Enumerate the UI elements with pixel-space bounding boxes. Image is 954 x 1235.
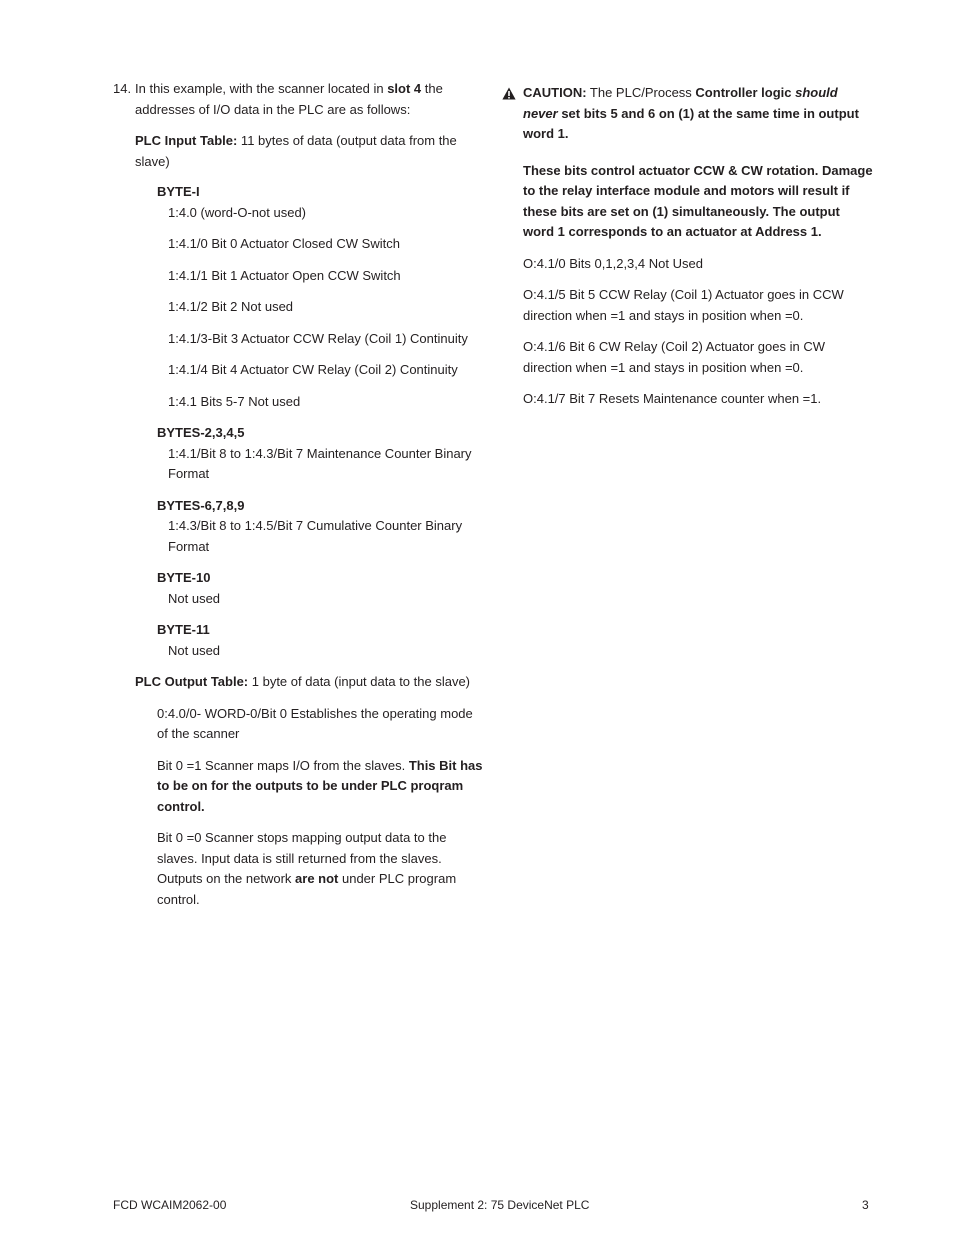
bytes-2-5-heading: BYTES-2,3,4,5 — [157, 425, 245, 440]
output-entry-text: Bit 0 =0 Scanner stops mapping output data to the slaves. Input data is still returned from the slaves. Outputs on the network — [157, 830, 447, 886]
list-item-number: 14. — [113, 81, 132, 96]
output-entry-emphasis: This Bit has to be on for the outputs to be under PLC proqram control. — [157, 757, 483, 814]
output-word-entry: O:4.1/0 Bits 0,1,2,3,4 Not Used — [523, 255, 703, 271]
right-column — [502, 79, 874, 410]
caution-emphasis: should never — [523, 85, 838, 121]
output-word-entry: O:4.1/6 Bit 6 CW Relay (Coil 2) Actuator goes in CW direction when =1 and stays in position when =0. — [523, 339, 825, 375]
plc-output-table-label: PLC Output Table: — [135, 674, 249, 689]
bytes-6-9-heading: BYTES-6,7,8,9 — [157, 497, 245, 513]
output-entry-word0: 0:4.0/0- WORD-0/Bit 0 Establishes the operating mode of the scanner — [157, 705, 473, 741]
plc-output-table — [113, 672, 485, 693]
output-entry-text: Bit 0 =1 Scanner maps I/O from the slaves. — [157, 757, 409, 773]
plc-input-table-label: PLC Input Table: — [135, 133, 238, 148]
byte-1-entry: 1:4.1/1 Bit 1 Actuator Open CCW Switch — [168, 267, 401, 283]
caution-text: The PLC/Process — [586, 85, 696, 100]
output-entry-bit0-on — [113, 756, 485, 818]
byte-10-heading: BYTE-10 — [157, 570, 211, 585]
item14-text-cont: the addresses of I/O data in the PLC are as follows: — [135, 81, 443, 117]
output-entry-text-cont: under PLC program control. — [157, 871, 457, 907]
byte-1-entry: 1:4.0 (word-O-not used) — [168, 204, 307, 220]
bytes-2-5-entry: 1:4.1/Bit 8 to 1:4.3/Bit 7 Maintenance Counter Binary Format — [168, 445, 472, 481]
byte-11-entry: Not used — [168, 642, 221, 658]
list-item-14 — [113, 79, 485, 120]
byte-10-entry: Not used — [168, 590, 221, 606]
byte-1-entry: 1:4.1/3-Bit 3 Actuator CCW Relay (Coil 1) Continuity — [168, 330, 468, 346]
caution-bold-cont: set bits 5 and 6 on (1) at the same time in output word 1. — [523, 105, 859, 141]
page-number: 3 — [862, 1198, 869, 1212]
plc-input-table — [113, 131, 485, 172]
slot-emphasis: slot 4 — [387, 81, 422, 96]
bytes-6-9-entry: 1:4.3/Bit 8 to 1:4.5/Bit 7 Cumulative Counter Binary Format — [168, 518, 463, 554]
warning-triangle-icon — [502, 87, 516, 100]
byte-1-heading: BYTE-I — [157, 184, 200, 199]
output-entry-emphasis: are not — [295, 871, 339, 886]
footer-title: Supplement 2: 75 DeviceNet PLC — [410, 1198, 590, 1212]
plc-input-table-text: 11 bytes of data (output data from the slave) — [135, 133, 457, 169]
output-word-entry: O:4.1/5 Bit 5 CCW Relay (Coil 1) Actuator goes in CCW direction when =1 and stays in position when =0. — [523, 287, 844, 323]
byte-1-entry: 1:4.1/2 Bit 2 Not used — [168, 299, 294, 314]
output-entry-bit0-off — [113, 828, 485, 910]
caution-label: CAUTION: — [523, 85, 587, 100]
left-column — [113, 79, 485, 910]
item14-text: In this example, with the scanner located in — [135, 81, 388, 96]
plc-output-table-text: 1 byte of data (input data to the slave) — [248, 674, 471, 689]
byte-11-heading: BYTE-11 — [157, 622, 210, 637]
byte-1-entry: 1:4.1/0 Bit 0 Actuator Closed CW Switch — [168, 236, 400, 251]
output-word-entry: O:4.1/7 Bit 7 Resets Maintenance counter when =1. — [523, 391, 822, 406]
footer-doc-id: FCD WCAIM2062-00 — [113, 1198, 227, 1212]
byte-1-entry: 1:4.1/4 Bit 4 Actuator CW Relay (Coil 2) Continuity — [168, 362, 458, 377]
caution-bold: Controller logic — [695, 85, 796, 100]
byte-1-entry: 1:4.1 Bits 5-7 Not used — [168, 393, 301, 409]
caution-detail: These bits control actuator CCW & CW rotation. Damage to the relay interface module and motors will result if these bits are set on (1) simultaneously. The output word 1 corresponds to an actuator at Address 1. — [523, 162, 873, 239]
caution-notice — [502, 83, 874, 145]
